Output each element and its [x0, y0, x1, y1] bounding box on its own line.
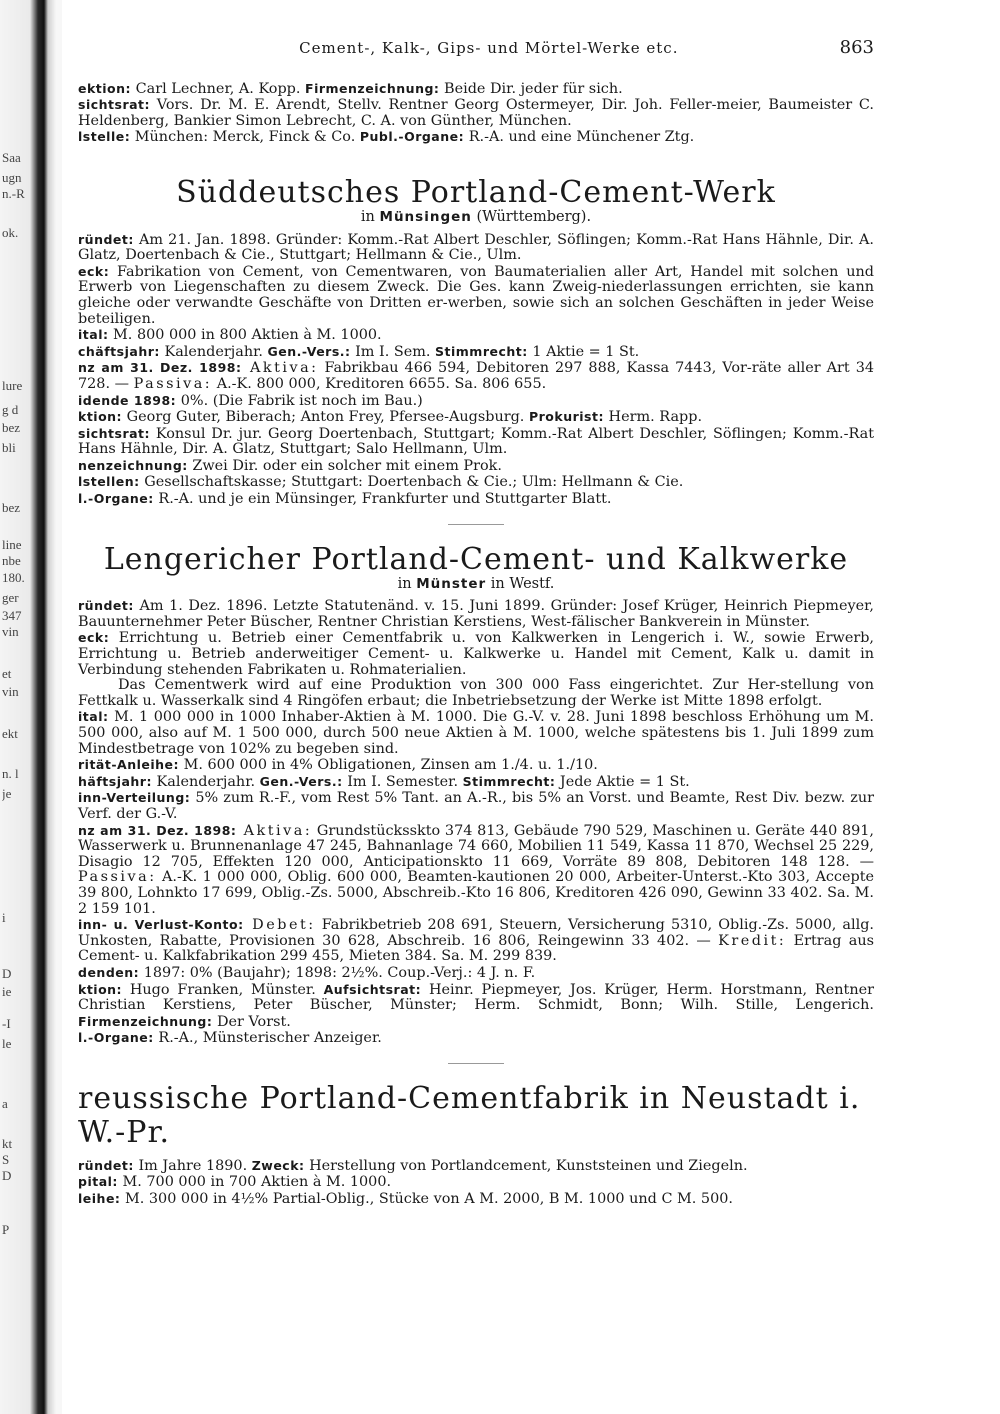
field-text: M. 600 000 in 4% Obligationen, Zinsen am 1./4. u. 1./10. [179, 757, 598, 774]
company-location [78, 210, 874, 226]
gutter-text-fragment: D [2, 966, 12, 981]
section-divider [448, 1063, 504, 1064]
gutter-text-fragment: vin [2, 624, 19, 639]
field-label: Publ.-Organe: [359, 129, 465, 145]
spaced-label: Debet: [243, 917, 316, 934]
field-text: Herstellung von Portlandcement, Kunststeinen und Ziegeln. [304, 1157, 748, 1174]
gutter-text-fragment: -I [2, 1016, 11, 1031]
entry-paragraph [78, 409, 874, 426]
field-label: ründet: [78, 598, 134, 614]
field-label: leihe: [78, 1191, 121, 1207]
field-text: Hugo Franken, Münster. [122, 981, 324, 998]
gutter-text-fragment: n.-R [2, 186, 25, 201]
field-text: R.-A. und eine Münchener Ztg. [464, 129, 695, 146]
entry-paragraph [78, 598, 874, 630]
field-label: rität-Anleihe: [78, 757, 180, 773]
field-label: inn- u. Verlust-Konto: [78, 917, 244, 933]
gutter-text-fragment: ger [2, 590, 19, 605]
field-label: inn-Verteilung: [78, 790, 191, 806]
gutter-text-fragment: P [2, 1222, 10, 1237]
gutter-text-fragment: lure [2, 378, 23, 393]
field-text: Vors. Dr. M. E. Arendt, Stellv. Rentner Georg Ostermeyer, Dir. Joh. Feller-meier, Baumeister C. Heldenberg, Bankier Simon Lebrecht, C. A. von Günther, München. [78, 97, 874, 129]
field-text: 1 Aktie = 1 St. [527, 343, 640, 360]
running-header [78, 37, 874, 58]
entry-paragraph [78, 1030, 874, 1047]
field-label: eck: [78, 263, 110, 279]
field-label: nz am 31. Dez. 1898: [78, 822, 237, 838]
field-label: ital: [78, 327, 109, 343]
gutter-text-fragment: je [2, 786, 12, 801]
entry-paragraph [78, 774, 874, 791]
field-text: 5% zum R.-F., vom Rest 5% Tant. an A.-R., bis 5% an Vorst. und Beamte, Rest Div. bezw. zur Verf. der G.-V. [78, 790, 874, 822]
gutter-text-fragment: ekt [2, 726, 18, 741]
field-text: Kalenderjahr. [159, 343, 268, 360]
field-label: ktion: [78, 409, 123, 425]
entry-paragraph [78, 264, 874, 327]
field-text: Fabrikbetrieb 208 691, Steuern, Versicherung 5310, Oblig.-Zs. 5000, allg. Unkosten, Rabatte, Provisionen 30 628, Abschreib. 16 806, Reingewinn 33 402. — [78, 917, 875, 949]
field-label: ründet: [78, 1157, 134, 1173]
entry-paragraph [78, 982, 874, 1031]
field-text: Errichtung u. Betrieb einer Cementfabrik u. von Kalkwerken in Lengerich i. W., sowie Erwerb, Errichtung u. Betrieb anderweitiger Cement- u. Kalkwerke u. Handel mit Cement, Kalk u. damit in Verbindung stehenden Fabrikaten u. Rohmaterialien. [78, 630, 874, 678]
entry-paragraph [78, 129, 874, 146]
field-label: denden: [78, 964, 140, 980]
field-text: M. 700 000 in 700 Aktien à M. 1000. [117, 1174, 392, 1191]
continued-entry [78, 81, 874, 146]
gutter-text-fragment: S [2, 1152, 10, 1167]
company-location [78, 577, 874, 593]
company-entry [78, 176, 874, 508]
field-label: lstellen: [78, 474, 140, 490]
field-label: sichtsrat: [78, 425, 151, 441]
entry-paragraph [78, 474, 874, 491]
spaced-label: Passiva: [78, 869, 157, 886]
field-text: M. 800 000 in 800 Aktien à M. 1000. [108, 327, 382, 344]
location-prefix: in [397, 575, 417, 592]
field-label: idende 1898: [78, 392, 177, 408]
gutter-text-fragment: et [2, 666, 12, 681]
location-suffix: (Württemberg). [471, 208, 592, 225]
entry-paragraph [78, 1191, 874, 1208]
field-text: R.-A., Münsterischer Anzeiger. [153, 1030, 382, 1047]
field-text: Das Cementwerk wird auf eine Produktion von 300 000 Fass eingerichtet. Zur Her-stellung von Fettkalk u. Wasserkalk sind 4 Ringöfen erbaut; die Inbetriebsetzung der Werke ist Mitte 1898 erfolgt. [78, 677, 874, 709]
field-text: Carl Lechner, A. Kopp. [131, 80, 306, 97]
field-label: Gen.-Vers.: [267, 343, 351, 359]
field-label: eck: [78, 630, 110, 646]
section-divider [448, 524, 504, 525]
entry-paragraph [78, 97, 874, 129]
location-city: Münster [416, 575, 487, 592]
field-label: l.-Organe: [78, 1030, 154, 1046]
field-text: München: Merck, Finck & Co. [130, 129, 360, 146]
field-text: Heinr. Piepmeyer, Jos. Krüger, Herm. Horstmann, Rentner Christian Kerstiens, Peter Büscher, Münster; Herm. Schmidt, Bonn; Wilh. Stille, Lengerich. [78, 981, 874, 1014]
field-label: sichtsrat: [78, 97, 151, 113]
running-header-title: Cement-, Kalk-, Gips- und Mörtel-Werke etc. [299, 39, 679, 57]
gutter-text-fragment: ok. [2, 225, 19, 240]
entry-paragraph [78, 630, 874, 678]
field-label: nz am 31. Dez. 1898: [78, 360, 242, 376]
field-text: Im I. Semester. [342, 773, 463, 790]
gutter-text-fragment: bez [2, 420, 21, 435]
field-text: Im I. Sem. [350, 343, 436, 360]
field-text: Am 1. Dez. 1896. Letzte Statutenänd. v. 15. Juni 1899. Gründer: Josef Krüger, Heinrich Piepmeyer, Bauunternehmer Peter Büscher, Rentner Christian Kerstiens, West-fälischer Bankverein in Münster. [78, 598, 874, 630]
field-text: Konsul Dr. jur. Georg Doertenbach, Stuttgart; Komm.-Rat Albert Deschler, Söflingen; Komm.-Rat Hans Hähnle, Dir. A. Glatz, Stuttgart; Salo Hellmann, Ulm. [78, 425, 874, 458]
company-entries [78, 176, 874, 1208]
company-entry [78, 1063, 874, 1208]
gutter-text-fragment: line [2, 537, 22, 552]
entry-paragraph [78, 965, 874, 982]
page-number: 863 [839, 37, 874, 58]
entry-paragraph [78, 1158, 874, 1175]
entry-paragraph [78, 709, 874, 757]
binding-gutter [0, 0, 62, 1414]
field-text: 1897: 0% (Baujahr); 1898: 2½%. Coup.-Verj.: 4 J. n. F. [139, 964, 536, 981]
field-text: Jede Aktie = 1 St. [555, 773, 690, 790]
field-text: Grundstücksskto 374 813, Gebäude 790 529, Maschinen u. Geräte 440 891, Wasserwerk u. Brunnenanlage 47 245, Bahnanlage 74 660, Mobilien 11 549, Kassa 11 870, Wechsel 25 229, Disagio 12 705, Effekten 120 000, Anticipationskto 11 669, Vorräte 89 808, Debitoren 148 128. — [78, 822, 874, 870]
field-label: Zweck: [251, 1157, 305, 1173]
spaced-label: Passiva: [133, 375, 213, 392]
field-text: Zwei Dir. oder ein solcher mit einem Prok. [187, 457, 502, 474]
field-text: Georg Guter, Biberach; Anton Frey, Pfersee-Augsburg. [122, 409, 529, 426]
entry-paragraph [78, 1174, 874, 1191]
field-text: M. 300 000 in 4½% Partial-Oblig., Stücke von A M. 2000, B M. 1000 und C M. 500. [120, 1191, 733, 1208]
field-text: Der Vorst. [212, 1013, 291, 1030]
field-text: Gesellschaftskasse; Stuttgart: Doertenbach & Cie.; Ulm: Hellmann & Cie. [139, 474, 684, 491]
field-text: Herm. Rapp. [603, 409, 703, 426]
field-text: 0%. (Die Fabrik ist noch im Bau.) [176, 392, 423, 409]
field-label: lstelle: [78, 129, 131, 145]
gutter-text-fragment: D [2, 1168, 12, 1183]
gutter-text-fragment: bez [2, 500, 21, 515]
company-entry [78, 524, 874, 1047]
document-page [78, 37, 875, 1208]
gutter-text-fragment: nbe [2, 553, 21, 568]
gutter-text-fragment: ugn [2, 170, 22, 185]
field-text: Beide Dir. jeder für sich. [439, 80, 623, 97]
entry-paragraph [78, 491, 874, 508]
location-prefix: in [360, 208, 380, 225]
company-title: Lengericher Portland-Cement- und Kalkwerke [103, 541, 849, 577]
field-text: A.-K. 1 000 000, Oblig. 600 000, Beamten-kautionen 20 000, Arbeiter-Unterst.-Kto 303, Accepte 39 800, Lohnkto 17 699, Oblig.-Zs. 5000, Abschreib.-Kto 16 806, Kreditoren 426 090, Gewinn 33 402. Sa. M. 2 159 101. [78, 869, 874, 917]
spaced-label: Kredit: [718, 932, 787, 949]
field-text: Ertrag aus Cement- u. Kalkfabrikation 299 455, Mieten 384. Sa. M. 299 839. [78, 932, 874, 965]
field-label: Prokurist: [528, 409, 604, 425]
gutter-text-fragment: ie [2, 984, 12, 999]
field-label: ktion: [78, 981, 123, 997]
field-label: ektion: [78, 80, 132, 96]
spaced-label: Aktiva: [236, 822, 313, 839]
entry-paragraph [78, 917, 874, 965]
location-suffix: in Westf. [486, 575, 555, 592]
gutter-text-fragment: vin [2, 684, 19, 699]
entry-paragraph [78, 360, 874, 392]
field-text: A.-K. 800 000, Kreditoren 6655. Sa. 806 655. [212, 375, 547, 392]
field-label: pital: [78, 1174, 118, 1190]
field-label: häftsjahr: [78, 773, 152, 789]
field-label: chäftsjahr: [78, 343, 160, 359]
spaced-label: Aktiva: [241, 360, 319, 377]
gutter-text-fragment: 347 [2, 608, 22, 623]
field-text: Kalenderjahr. [151, 773, 260, 790]
entry-paragraph [78, 344, 874, 361]
entry-paragraph [78, 458, 874, 475]
entry-paragraph [78, 790, 874, 822]
gutter-text-fragment: le [2, 1036, 12, 1051]
gutter-text-fragment: i [2, 910, 6, 925]
entry-paragraph [78, 81, 874, 98]
entry-paragraph [78, 678, 874, 709]
field-label: Gen.-Vers.: [259, 773, 343, 789]
entry-paragraph [78, 327, 874, 344]
field-label: Aufsichtsrat: [323, 981, 422, 997]
field-label: l.-Organe: [78, 491, 154, 507]
gutter-text-fragment: a [2, 1096, 8, 1111]
entry-paragraph [78, 757, 874, 774]
field-label: ründet: [78, 231, 134, 247]
field-label: Firmenzeichnung: [78, 1013, 213, 1029]
field-label: Stimmrecht: [435, 343, 528, 359]
field-text: Im Jahre 1890. [133, 1157, 252, 1174]
gutter-text-fragment: Saa [2, 150, 21, 165]
gutter-text-fragment: bli [2, 440, 16, 455]
entry-paragraph [78, 232, 874, 264]
gutter-text-fragment: 180. [2, 570, 25, 585]
company-title: reussische Portland-Cementfabrik in Neustadt i. W.-Pr. [78, 1080, 861, 1150]
gutter-text-fragment: n. l [2, 766, 19, 781]
entry-paragraph [78, 393, 874, 410]
field-label: ital: [78, 709, 109, 725]
field-text: M. 1 000 000 in 1000 Inhaber-Aktien à M. 1000. Die G.-V. v. 28. Juni 1898 beschloss Erhöhung um M. 500 000, also auf M. 1 500 000, durch 500 neue Aktien à M. 1000, welche spätestens bis 1. Juli 1899 zum Mindestbetrage von 102% zu begeben sind. [78, 709, 874, 757]
location-city: Münsingen [379, 208, 472, 225]
gutter-text-fragment: kt [2, 1136, 13, 1151]
entry-paragraph [78, 426, 874, 458]
field-text: R.-A. und je ein Münsinger, Frankfurter und Stuttgarter Blatt. [153, 491, 612, 508]
company-title: Süddeutsches Portland-Cement-Werk [176, 174, 776, 210]
field-text: Fabrikation von Cement, von Cementwaren, von Baumaterialien aller Art, Handel mit solchen und Erwerb von Liegenschaften zu diesem Zweck. Die Ges. kann Zweig-niederlassungen errichten, sie kann gleiche oder verwandte Geschäfte von Dritten er-werben, sowie sich an solchen Geschäften in jeder Weise beteiligen. [78, 263, 874, 327]
field-text: Fabrikbau 466 594, Debitoren 297 888, Kassa 7443, Vor-räte aller Art 34 728. — [78, 360, 875, 392]
gutter-text-fragment: g d [2, 402, 19, 417]
field-label: Stimmrecht: [462, 773, 556, 789]
field-label: nenzeichnung: [78, 457, 188, 473]
field-label: Firmenzeichnung: [305, 80, 440, 96]
entry-paragraph [78, 823, 874, 918]
field-text: Am 21. Jan. 1898. Gründer: Komm.-Rat Albert Deschler, Söflingen; Komm.-Rat Hans Hähnle, Dir. A. Glatz, Doertenbach & Cie., Stuttgart; Hellmann & Cie., Ulm. [78, 231, 874, 264]
